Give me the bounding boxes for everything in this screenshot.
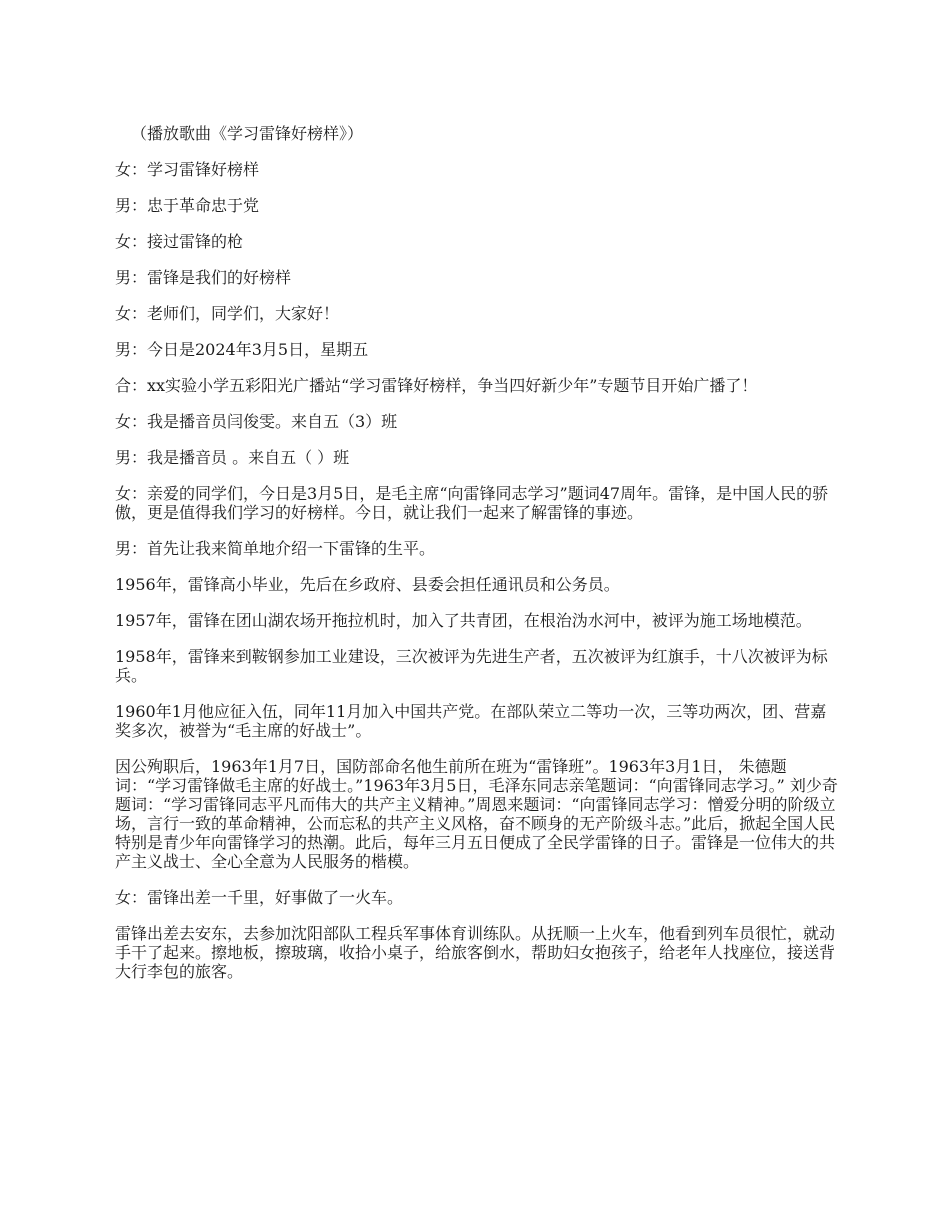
paragraph-line: 女：学习雷锋好榜样 xyxy=(115,160,260,179)
paragraph-line: 女：老师们，同学们，大家好！ xyxy=(115,304,340,323)
paragraph-line: 女：我是播音员闫俊雯。来自五（3）班 xyxy=(115,412,398,431)
document-body xyxy=(115,124,840,998)
paragraph-line: 因公殉职后，1963年1月7日，国防部命名他生前所在班为“雷锋班”。1963年3月1日， 朱德题词：“学习雷锋做毛主席的好战士。”1963年3月5日，毛泽东同志亲笔题词：“向雷锋同志学习。” 刘少奇题词：“学习雷锋同志平凡而伟大的共产主义精神。”周恩来题词：“向雷锋同志学习：憎爱分明的阶级立场，言行一致的革命精神，公而忘私的共产主义风格，奋不顾身的无产阶级斗志。”此后，掀起全国人民特别是青少年向雷锋学习的热潮。此后，每年三月五日便成了全民学雷锋的日子。雷锋是一位伟大的共产主义战士、全心全意为人民服务的楷模。 xyxy=(115,757,838,871)
paragraph-line: 女：接过雷锋的枪 xyxy=(115,232,244,251)
paragraph-line: 男：我是播音员 。来自五（ ）班 xyxy=(115,448,350,467)
paragraph-line: 男：雷锋是我们的好榜样 xyxy=(115,268,292,287)
paragraph-line: 1960年1月他应征入伍，同年11月加入中国共产党。在部队荣立二等功一次，三等功两次，团、营嘉奖多次，被誉为“毛主席的好战士”。 xyxy=(115,702,827,740)
paragraph-song-note: （播放歌曲《学习雷锋好榜样》） xyxy=(131,124,364,143)
paragraph-line: 男：首先让我来简单地介绍一下雷锋的生平。 xyxy=(115,539,436,558)
paragraph-line: 1957年，雷锋在团山湖农场开拖拉机时，加入了共青团，在根治沩水河中，被评为施工场地模范。 xyxy=(115,611,812,630)
paragraph-line: 女：雷锋出差一千里，好事做了一火车。 xyxy=(115,888,404,907)
paragraph-line: 合：xx实验小学五彩阳光广播站“学习雷锋好榜样，争当四好新少年”专题节目开始广播了！ xyxy=(115,376,758,395)
paragraph-line: 男：今日是2024年3月5日，星期五 xyxy=(115,340,369,359)
paragraph-line: 男：忠于革命忠于党 xyxy=(115,196,260,215)
paragraph-line: 1958年，雷锋来到鞍钢参加工业建设，三次被评为先进生产者，五次被评为红旗手，十八次被评为标兵。 xyxy=(115,647,828,685)
paragraph-line: 1956年，雷锋高小毕业，先后在乡政府、县委会担任通讯员和公务员。 xyxy=(115,575,620,594)
paragraph-line: 女：亲爱的同学们，今日是3月5日，是毛主席“向雷锋同志学习”题词47周年。雷锋，是中国人民的骄傲，更是值得我们学习的好榜样。今日，就让我们一起来了解雷锋的事迹。 xyxy=(115,484,829,522)
paragraph-line: 雷锋出差去安东，去参加沈阳部队工程兵军事体育训练队。从抚顺一上火车，他看到列车员很忙，就动手干了起来。擦地板，擦玻璃，收拾小桌子，给旅客倒水，帮助妇女抱孩子，给老年人找座位，接送背大行李包的旅客。 xyxy=(115,924,836,981)
